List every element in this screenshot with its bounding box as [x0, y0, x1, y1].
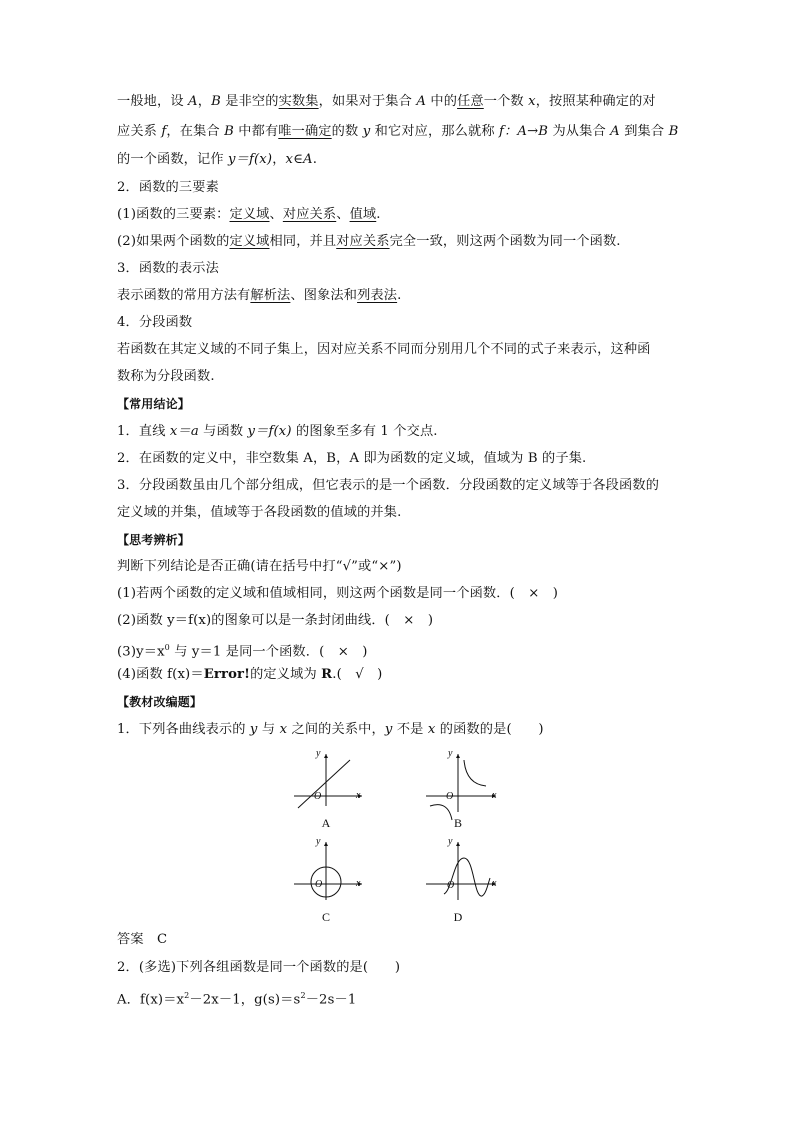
text: 1．下列各曲线表示的: [117, 722, 250, 737]
text: (4)函数 f(x)＝: [117, 667, 204, 682]
text: ，如果对于集合: [318, 94, 417, 109]
thinking-instruction: 判断下列结论是否正确(请在括号中打“√”或“×”): [117, 559, 402, 574]
text: 不是: [392, 722, 428, 737]
underlined-term: 唯一确定: [278, 124, 332, 139]
text: (1)函数的三要素：: [117, 207, 230, 222]
text: 一般地，设: [117, 94, 189, 109]
graph-c-svg: [290, 838, 370, 898]
math-var: B: [668, 124, 679, 139]
section-4-line-2: 数称为分段函数.: [117, 369, 215, 384]
section-2-item-2: [117, 232, 621, 252]
graph-d-svg: [422, 838, 502, 898]
text: 与: [257, 722, 280, 737]
text: 、: [269, 207, 283, 222]
conclusion-3-line-1: 3．分段函数虽由几个部分组成，但它表示的是一个函数．分段函数的定义域等于各段函数的: [117, 478, 660, 493]
graph-d: [422, 836, 502, 924]
text: ，在集合: [166, 124, 225, 139]
text: ，: [197, 94, 212, 109]
text: 为从集合: [548, 124, 611, 139]
math-var: y: [362, 124, 371, 139]
definition-line-2: [117, 122, 678, 142]
origin-label: O: [315, 879, 323, 890]
text: 表示函数的常用方法有: [117, 288, 251, 303]
text: .: [312, 152, 318, 167]
math-expr: y＝f(x): [247, 424, 292, 439]
superscript: 0: [164, 643, 170, 652]
y-axis-label: y: [316, 748, 321, 759]
graph-a-caption: A: [321, 816, 331, 830]
text: 和它对应，那么就称: [370, 124, 500, 139]
underlined-term: 列表法: [357, 288, 398, 303]
section-3-title: 3．函数的表示法: [117, 261, 219, 276]
graph-d-caption: D: [453, 910, 463, 924]
problem-2: 2．(多选)下列各组函数是同一个函数的是( ): [117, 960, 401, 975]
text: 之间的关系中，: [287, 722, 385, 737]
text: A．f(x)＝x: [117, 992, 185, 1008]
text: 1．直线: [117, 424, 170, 439]
underlined-term: 定义域: [229, 207, 270, 222]
origin-label: O: [447, 880, 455, 891]
text: 的图象至多有 1 个交点.: [291, 424, 438, 439]
x-axis-label: x: [492, 878, 497, 889]
text: 完全一致，则这两个函数为同一个函数.: [389, 234, 621, 249]
text: 的数: [331, 124, 363, 139]
section-3-text: [117, 286, 401, 306]
text: ，: [272, 152, 286, 167]
underlined-term: 实数集: [278, 94, 319, 109]
text: .: [376, 207, 381, 222]
math-var: y: [384, 722, 393, 737]
math-expr: x＝a: [169, 424, 199, 439]
thinking-q2: (2)函数 y＝f(x)的图象可以是一条封闭曲线．( × ): [117, 613, 434, 628]
text: 的一个函数，记作: [117, 152, 229, 167]
text: 到集合: [619, 124, 669, 139]
text: 相同，并且: [269, 234, 337, 249]
conclusion-2: 2．在函数的定义中，非空数集 A，B，A 即为函数的定义域，值域为 B 的子集.: [117, 451, 587, 466]
math-var: y: [249, 722, 258, 737]
math-var: A: [188, 94, 198, 109]
section-2-item-1: [117, 205, 381, 225]
y-arrow-icon: [324, 842, 328, 846]
problem-2-option-a: [117, 986, 356, 1010]
text: －2x－1，g(s)＝s: [189, 992, 301, 1008]
y-arrow-icon: [456, 842, 460, 846]
text: .: [397, 288, 402, 303]
underlined-term: 对应关系: [336, 234, 390, 249]
math-var: x: [528, 94, 536, 109]
math-var: A: [610, 124, 620, 139]
definition-line-3: [117, 150, 317, 170]
math-expr: f：A→B: [499, 124, 549, 139]
graph-c: [290, 836, 370, 924]
definition-line-1: [117, 92, 656, 112]
underlined-term: 任意: [457, 94, 484, 109]
graph-b: [422, 748, 502, 830]
section-4-line-1: 若函数在其定义域的不同子集上，因对应关系不同而分别用几个不同的式子来表示，这种函: [117, 342, 651, 357]
text: 、图象法和: [290, 288, 358, 303]
section-4-title: 4．分段函数: [117, 315, 193, 330]
conclusion-1: [117, 422, 438, 442]
underlined-term: 解析法: [250, 288, 291, 303]
math-expr: x∈A: [285, 152, 313, 167]
thinking-q4: [117, 665, 382, 685]
conclusions-header: 【常用结论】: [117, 397, 190, 411]
text: 中都有: [233, 124, 279, 139]
superscript: 2: [184, 991, 190, 1000]
text: 的函数的是( ): [435, 722, 544, 737]
conclusion-3-line-2: 定义域的并集，值域等于各段函数的值域的并集.: [117, 505, 402, 520]
thinking-header: 【思考辨析】: [117, 533, 190, 547]
text: 与 y＝1 是同一个函数．( × ): [169, 644, 368, 660]
origin-label: O: [314, 791, 322, 802]
y-axis-label: y: [316, 836, 321, 847]
x-axis-label: x: [356, 878, 361, 889]
text: 、: [336, 207, 350, 222]
error-text: Error!: [203, 667, 251, 682]
section-2-title: 2．函数的三要素: [117, 180, 219, 195]
graph-a: [290, 748, 370, 830]
underlined-term: 对应关系: [282, 207, 337, 222]
thinking-q3: [117, 638, 368, 662]
problem-1: [117, 720, 544, 740]
graph-b-caption: B: [453, 816, 462, 830]
math-var: x: [279, 722, 288, 737]
text: .( √ ): [332, 667, 383, 682]
text: ，按照某种确定的对: [535, 94, 656, 109]
text: (3)y＝x: [117, 644, 165, 660]
math-var: A: [416, 94, 427, 109]
textbook-header: 【教材改编题】: [117, 695, 203, 709]
y-axis-label: y: [448, 836, 453, 847]
y-axis-label: y: [448, 748, 453, 759]
curve-line: [298, 760, 350, 808]
math-var: x: [427, 722, 436, 737]
text: (2)如果两个函数的: [117, 234, 230, 249]
text: 与函数: [198, 424, 248, 439]
superscript: 2: [300, 991, 306, 1000]
math-set: R: [321, 667, 333, 682]
math-var: B: [224, 124, 234, 139]
text: 是非空的: [220, 94, 279, 109]
graph-b-svg: [422, 748, 502, 808]
origin-label: O: [446, 791, 454, 802]
thinking-q1: (1)若两个函数的定义域和值域相同，则这两个函数是同一个函数．( × ): [117, 586, 559, 601]
text: 应关系: [117, 124, 162, 139]
x-axis-label: x: [492, 790, 497, 801]
text: 一个数: [483, 94, 529, 109]
text: －2s－1: [305, 992, 357, 1008]
y-arrow-icon: [456, 754, 460, 758]
y-arrow-icon: [324, 754, 328, 758]
math-expr: y＝f(x): [228, 152, 273, 167]
text: 的定义域为: [250, 667, 322, 682]
underlined-term: 值域: [349, 207, 377, 222]
math-var: f: [161, 124, 167, 139]
text: 中的: [426, 94, 458, 109]
graph-c-caption: C: [321, 910, 330, 924]
x-axis-label: x: [356, 790, 361, 801]
underlined-term: 定义域: [229, 234, 270, 249]
answer-1: 答案 C: [117, 932, 168, 947]
curve-branch-upper: [464, 760, 486, 786]
math-var: B: [211, 94, 221, 109]
